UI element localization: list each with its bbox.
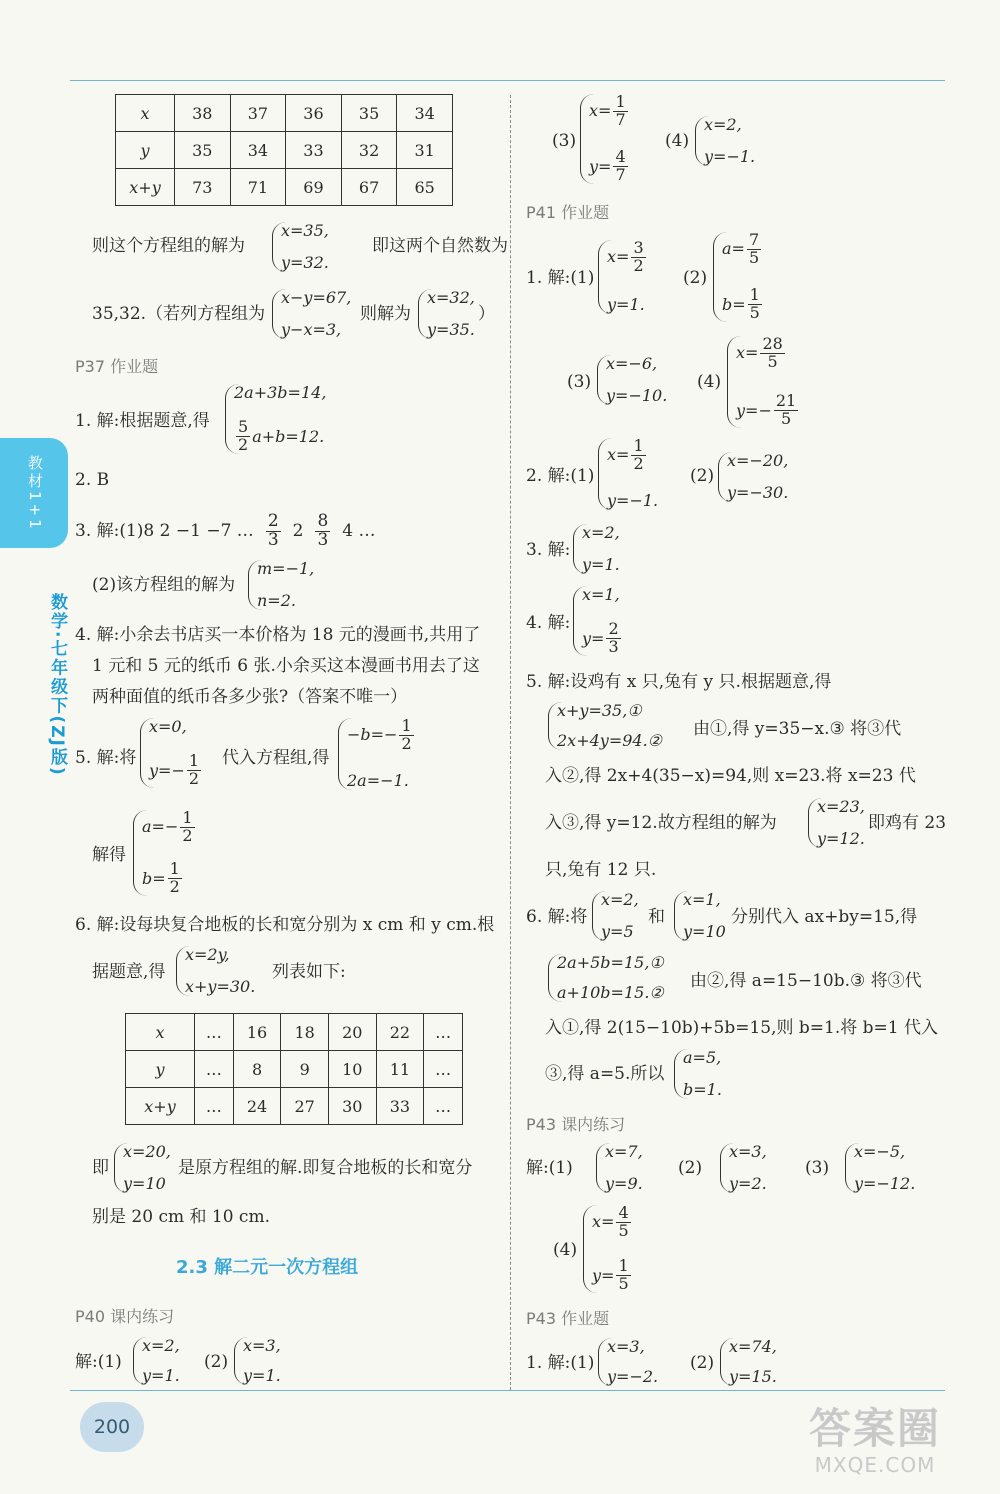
text: 即鸡有 23	[868, 813, 947, 833]
text: 两种面值的纸币各多少张?（答案不唯一）	[92, 687, 408, 707]
equation-system: x=−20, y=−30.	[718, 452, 788, 502]
equation-system: x=7, y=9.	[596, 1143, 643, 1193]
table-cell: 24	[233, 1088, 281, 1125]
table-cell: 33	[286, 132, 342, 169]
answer-3: 3. 解:	[526, 540, 571, 560]
table-cell: …	[195, 1051, 234, 1088]
equation-system: x=3, y=−2.	[598, 1338, 658, 1386]
text: 入①,得 2(15−10b)+5b=15,则 b=1.将 b=1 代入	[545, 1018, 939, 1038]
equation-system: m=−1, n=2.	[248, 560, 314, 610]
text: ）	[478, 304, 495, 324]
answer-5: 5. 解:设鸡有 x 只,兔有 y 只.根据题意,得	[526, 672, 832, 692]
text: 解得	[92, 845, 126, 865]
table-floor-dimensions	[125, 1013, 463, 1125]
text: 由①,得 y=35−x.③ 将③代	[693, 719, 902, 739]
table-cell: 38	[175, 95, 231, 132]
table-cell: 35	[175, 132, 231, 169]
text: (3)	[567, 372, 592, 392]
table-cell: 27	[281, 1088, 329, 1125]
text: (4)	[697, 372, 722, 392]
equation-system: x=−6, y=−10.	[597, 355, 667, 405]
table-cell: 30	[328, 1088, 376, 1125]
text: (3)	[805, 1158, 830, 1178]
equation-system: x=2, y=−1.	[695, 116, 755, 166]
table-row	[116, 132, 453, 169]
text: 代入方程组,得	[222, 748, 330, 768]
table-cell: 67	[341, 169, 397, 206]
row-label: x+y	[126, 1088, 195, 1125]
equation-system: a= $\frac{7}{5}$ b= $\frac{1}{5}$	[713, 232, 764, 322]
row-label: y	[116, 132, 175, 169]
table-row	[126, 1014, 463, 1051]
text: (2)	[678, 1158, 703, 1178]
text: 分别代入 ax+by=15,得	[731, 907, 918, 927]
text: (4)	[553, 1240, 578, 1260]
equation-system: x=2, y=1.	[573, 524, 620, 574]
text: 只,兔有 12 只.	[545, 860, 657, 880]
side-tab: 教材1+1	[0, 438, 68, 548]
table-cell: 37	[230, 95, 286, 132]
equation-system: x=32, y=35.	[418, 289, 475, 339]
answer-2: 2. B	[75, 470, 110, 490]
equation-system: x=3, y=2.	[720, 1143, 767, 1193]
page-number: 200	[80, 1402, 144, 1452]
side-subject: 数学·七年级下(ZJ版)	[47, 593, 67, 777]
table-cell: 8	[233, 1051, 281, 1088]
table-cell: …	[195, 1088, 234, 1125]
text: 1 元和 5 元的纸币 6 张.小余买这本漫画书用去了这	[92, 656, 480, 676]
table-cell: 65	[397, 169, 453, 206]
section-title: 2.3 解二元一次方程组	[176, 1257, 359, 1278]
table-cell: 36	[286, 95, 342, 132]
equation-system: x=2, y=1.	[133, 1337, 180, 1385]
table-cell: 32	[341, 132, 397, 169]
text: 则这个方程组的解为	[92, 236, 245, 256]
row-label: x	[126, 1014, 195, 1051]
section-heading: P40 课内练习	[75, 1307, 175, 1326]
equation-system: x=2, y=5	[592, 891, 639, 941]
table-row	[126, 1051, 463, 1088]
table-row	[116, 95, 453, 132]
table-cell: 31	[397, 132, 453, 169]
table-row	[126, 1088, 463, 1125]
text: 由②,得 a=15−10b.③ 将③代	[690, 971, 922, 991]
text: (3)	[552, 131, 577, 151]
table-cell: 71	[230, 169, 286, 206]
equation-system: x=3, y=1.	[234, 1337, 281, 1385]
equation-system: a=5, b=1.	[674, 1049, 722, 1099]
table-cell: 34	[397, 95, 453, 132]
row-label: x+y	[116, 169, 175, 206]
equation-system: x=2y, x+y=30.	[176, 946, 255, 996]
text: (4)	[665, 131, 690, 151]
equation-system: x=74, y=15.	[720, 1338, 777, 1386]
table-cell: …	[424, 1014, 463, 1051]
table-cell: 69	[286, 169, 342, 206]
equation-system: x= $\frac{28}{5}$ y=− $\frac{21}{5}$	[727, 336, 800, 428]
equation-system: x=20, y=10	[114, 1143, 171, 1193]
equation-system: x=23, y=12.	[808, 798, 865, 848]
table-cell: 18	[281, 1014, 329, 1051]
table-cell: 16	[233, 1014, 281, 1051]
section-heading: P41 作业题	[526, 203, 610, 222]
top-rule	[70, 80, 945, 81]
section-heading: P43 课内练习	[526, 1115, 626, 1134]
answer-6: 6. 解:将	[526, 907, 588, 927]
text: ③,得 a=5.所以	[545, 1064, 665, 1084]
answer-1: 1. 解:(1)	[526, 1353, 595, 1373]
answer-4: 4. 解:小余去书店买一本价格为 18 元的漫画书,共用了	[75, 625, 481, 645]
table-cell: 22	[376, 1014, 424, 1051]
bottom-rule	[70, 1390, 945, 1391]
column-divider	[510, 95, 511, 1390]
equation-system: x= $\frac{3}{2}$ y=1.	[598, 240, 648, 314]
answer-1: 1. 解:(1)	[526, 268, 595, 288]
text: 别是 20 cm 和 10 cm.	[92, 1207, 270, 1227]
text: (2)该方程组的解为	[92, 575, 236, 595]
equation-system: x−y=67, y−x=3,	[272, 289, 351, 339]
table-cell: …	[424, 1051, 463, 1088]
answer-2: 2. 解:(1)	[526, 466, 595, 486]
equation-system: 2a+5b=15,① a+10b=15.②	[548, 954, 664, 1002]
section-heading: P37 作业题	[75, 357, 159, 376]
text: 35,32.（若列方程组为	[92, 304, 266, 324]
equation-system: x=1, y= $\frac{2}{3}$	[573, 586, 623, 656]
text: 据题意,得	[92, 962, 166, 982]
text: 和	[648, 907, 665, 927]
text: 入②,得 2x+4(35−x)=94,则 x=23.将 x=23 代	[545, 766, 916, 786]
watermark-logo: 答案圈	[808, 1404, 941, 1453]
table-cell: 73	[175, 169, 231, 206]
equation-system: x+y=35,① 2x+4y=94.②	[548, 702, 662, 750]
equation-system: x= $\frac{1}{7}$ y= $\frac{4}{7}$	[580, 94, 630, 184]
table-cell: 11	[376, 1051, 424, 1088]
table-cell: 33	[376, 1088, 424, 1125]
answer-1: 1. 解:根据题意,得	[75, 411, 210, 431]
section-heading: P43 作业题	[526, 1309, 610, 1328]
equation-system: x= $\frac{1}{2}$ y=−1.	[598, 438, 658, 510]
answer-6: 6. 解:设每块复合地板的长和宽分别为 x cm 和 y cm.根	[75, 915, 495, 935]
text: 即这两个自然数为	[372, 236, 508, 256]
text: (2)	[683, 268, 708, 288]
answer-3: 3. 解:(1)8 2 −1 −7 … $\frac{2}{3}$ 2 $\frac{8}{3}$ 4 …	[75, 511, 376, 550]
equation-system: −b=− $\frac{1}{2}$ 2a=−1.	[338, 718, 416, 790]
table-cell: 20	[328, 1014, 376, 1051]
table-cell: 34	[230, 132, 286, 169]
row-label: x	[116, 95, 175, 132]
equation-system: x= $\frac{4}{5}$ y= $\frac{1}{5}$	[583, 1205, 633, 1293]
answer-5: 5. 解:将	[75, 748, 137, 768]
table-cell: 35	[341, 95, 397, 132]
row-label: y	[126, 1051, 195, 1088]
table-cell: …	[424, 1088, 463, 1125]
table-sum-xy	[115, 94, 453, 206]
text: 即	[92, 1158, 109, 1178]
watermark-url: MXQE.COM	[814, 1453, 936, 1477]
watermark	[775, 1405, 975, 1485]
text: (2)	[690, 1353, 715, 1373]
equation-system: 2a+3b=14, $\frac{5}{2}$ a+b=12.	[225, 384, 326, 454]
text: (2)	[204, 1352, 229, 1372]
text: 解:(1)	[75, 1352, 122, 1372]
text: (2)	[690, 466, 715, 486]
equation-system: x=−5, y=−12.	[845, 1143, 915, 1193]
text: 列表如下:	[272, 962, 346, 982]
text: 解:(1)	[526, 1158, 573, 1178]
table-row	[116, 169, 453, 206]
text: 是原方程组的解.即复合地板的长和宽分	[178, 1158, 473, 1178]
equation-system: x=35, y=32.	[272, 222, 329, 272]
equation-system: x=0, y=− $\frac{1}{2}$	[140, 718, 203, 788]
text: 入③,得 y=12.故方程组的解为	[545, 813, 777, 833]
equation-system: x=1, y=10	[674, 891, 726, 941]
table-cell: 10	[328, 1051, 376, 1088]
table-cell: 9	[281, 1051, 329, 1088]
equation-system: a=− $\frac{1}{2}$ b= $\frac{1}{2}$	[133, 810, 197, 896]
table-cell: …	[195, 1014, 234, 1051]
text: 则解为	[360, 304, 411, 324]
answer-4: 4. 解:	[526, 613, 571, 633]
